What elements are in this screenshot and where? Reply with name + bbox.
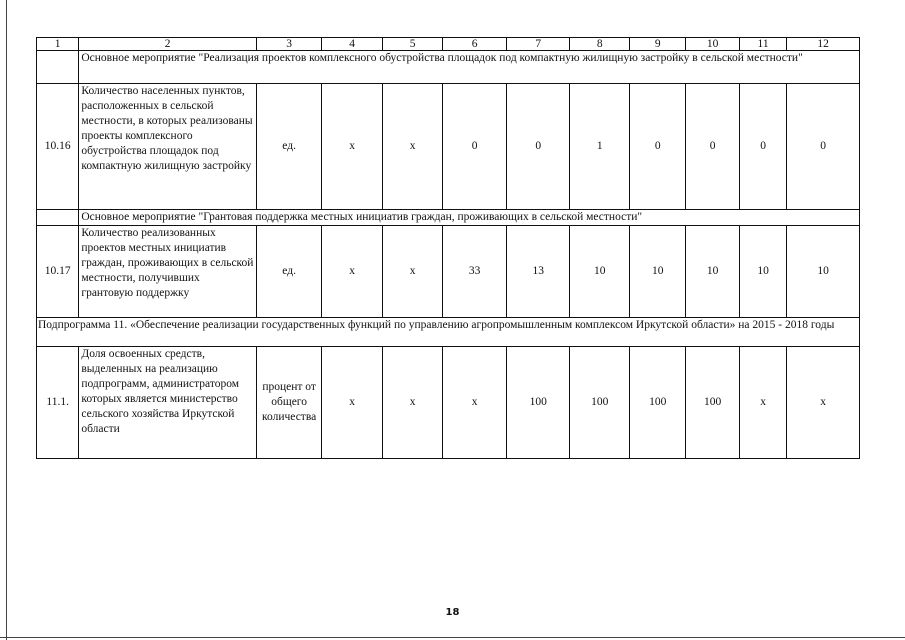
table-row bbox=[37, 226, 860, 318]
value-cell: 100 bbox=[570, 347, 630, 459]
section-number-cell bbox=[37, 51, 79, 84]
value-cell: x bbox=[739, 347, 786, 459]
value-cell: x bbox=[443, 347, 507, 459]
header-cell: 4 bbox=[322, 38, 383, 51]
section-number-cell bbox=[37, 210, 79, 226]
value-cell: 10 bbox=[629, 226, 685, 318]
row-number: 10.16 bbox=[37, 84, 79, 210]
value-cell: x bbox=[322, 84, 383, 210]
header-cell: 2 bbox=[79, 38, 257, 51]
header-cell: 9 bbox=[629, 38, 685, 51]
value-cell: 10 bbox=[570, 226, 630, 318]
value-cell: 100 bbox=[506, 347, 570, 459]
unit-cell: процент от общего количества bbox=[256, 347, 322, 459]
unit-cell: ед. bbox=[256, 84, 322, 210]
subprogram-title: Подпрограмма 11. «Обеспечение реализации государственных функций по управлению агропромышленным комплексом Иркутской области» на 2015 - 2018 годы bbox=[37, 318, 860, 347]
value-cell: x bbox=[382, 347, 443, 459]
header-cell: 1 bbox=[37, 38, 79, 51]
row-number: 11.1. bbox=[37, 347, 79, 459]
value-cell: x bbox=[787, 347, 860, 459]
page-edge-left bbox=[6, 0, 7, 640]
indicator-description: Количество населенных пунктов, расположенных в сельской местности, в которых реализованы проекты комплексного обустройства площадок под компактную жилищную застройку bbox=[79, 84, 257, 210]
value-cell: x bbox=[322, 226, 383, 318]
value-cell: 0 bbox=[629, 84, 685, 210]
section-title: Основное мероприятие "Реализация проектов комплексного обустройства площадок под компактную жилищную застройку в сельской местности" bbox=[79, 51, 860, 84]
value-cell: 0 bbox=[443, 84, 507, 210]
page-number: 18 bbox=[445, 607, 460, 618]
value-cell: 0 bbox=[506, 84, 570, 210]
value-cell: 0 bbox=[686, 84, 739, 210]
indicators-table bbox=[36, 37, 860, 459]
value-cell: 10 bbox=[739, 226, 786, 318]
value-cell: 10 bbox=[787, 226, 860, 318]
value-cell: 0 bbox=[739, 84, 786, 210]
section-title-row bbox=[37, 51, 860, 84]
value-cell: 13 bbox=[506, 226, 570, 318]
row-number: 10.17 bbox=[37, 226, 79, 318]
indicator-description: Доля освоенных средств, выделенных на реализацию подпрограмм, администратором которых является министерство сельского хозяйства Иркутской области bbox=[79, 347, 257, 459]
value-cell: 10 bbox=[686, 226, 739, 318]
indicator-description: Количество реализованных проектов местных инициатив граждан, проживающих в сельской местности, получивших грантовую поддержку bbox=[79, 226, 257, 318]
header-row bbox=[37, 38, 860, 51]
value-cell: x bbox=[322, 347, 383, 459]
header-cell: 11 bbox=[739, 38, 786, 51]
unit-cell: ед. bbox=[256, 226, 322, 318]
value-cell: 100 bbox=[629, 347, 685, 459]
table-row bbox=[37, 347, 860, 459]
value-cell: 0 bbox=[787, 84, 860, 210]
header-cell: 5 bbox=[382, 38, 443, 51]
header-cell: 6 bbox=[443, 38, 507, 51]
value-cell: 1 bbox=[570, 84, 630, 210]
value-cell: x bbox=[382, 84, 443, 210]
table-row bbox=[37, 84, 860, 210]
header-cell: 3 bbox=[256, 38, 322, 51]
section-title-row bbox=[37, 210, 860, 226]
header-cell: 8 bbox=[570, 38, 630, 51]
value-cell: 33 bbox=[443, 226, 507, 318]
header-cell: 10 bbox=[686, 38, 739, 51]
value-cell: 100 bbox=[686, 347, 739, 459]
header-cell: 12 bbox=[787, 38, 860, 51]
page-edge-bottom bbox=[0, 637, 905, 638]
subprogram-title-row bbox=[37, 318, 860, 347]
header-cell: 7 bbox=[506, 38, 570, 51]
section-title: Основное мероприятие "Грантовая поддержка местных инициатив граждан, проживающих в сельской местности" bbox=[79, 210, 860, 226]
value-cell: x bbox=[382, 226, 443, 318]
